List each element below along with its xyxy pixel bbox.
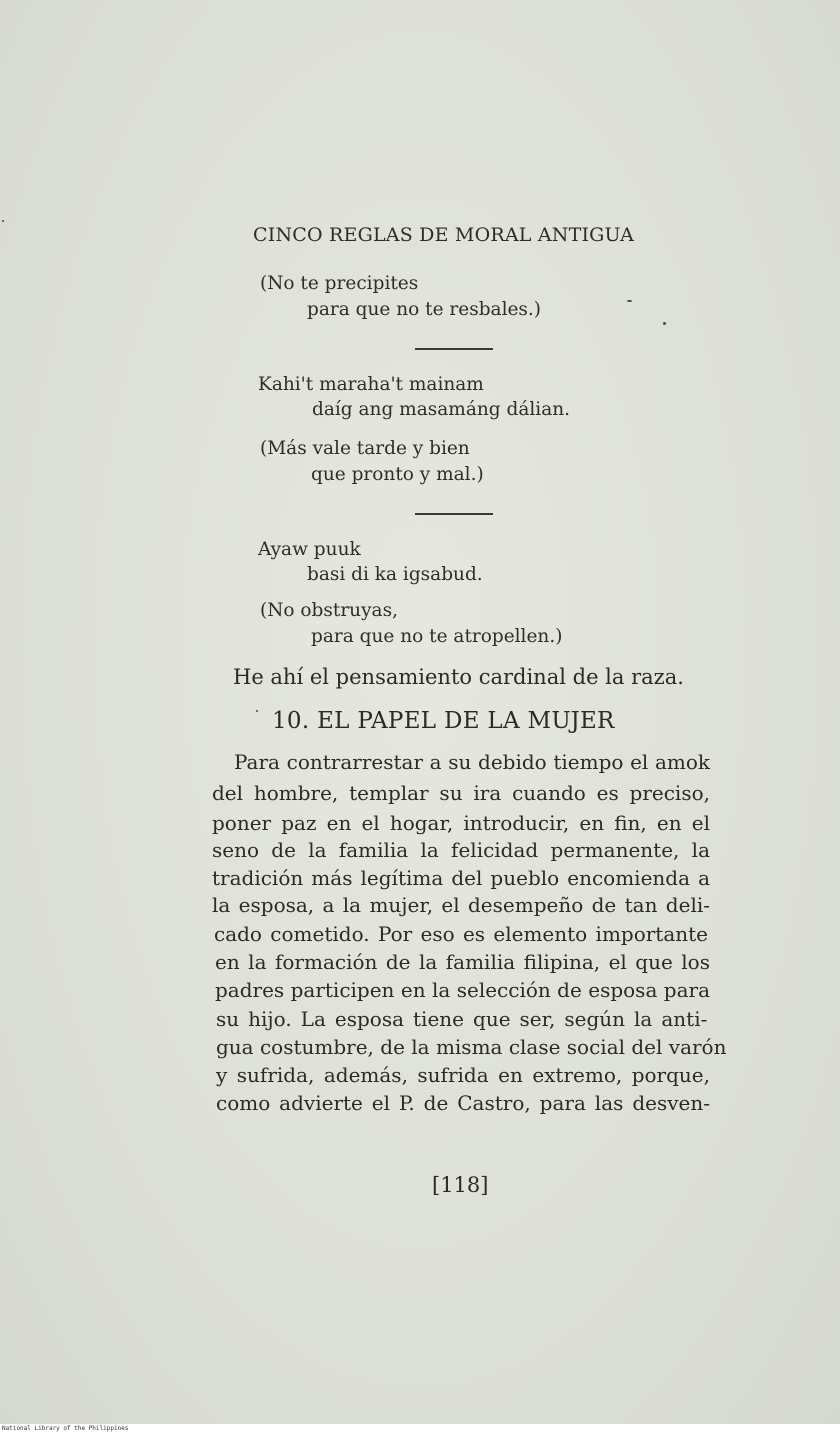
paper-speck (256, 710, 258, 712)
verse-line: Kahi't maraha't mainam (258, 374, 484, 395)
verse-line: Ayaw puuk (258, 539, 361, 560)
verse-line: daíg ang masamáng dálian. (312, 399, 571, 420)
section-divider (415, 348, 493, 350)
paragraph-line: poner paz en el hogar, introducir, en fin, en el (212, 811, 710, 835)
paragraph-line: gua costumbre, de la misma clase social del varón (216, 1035, 727, 1059)
verse-line: para que no te resbales.) (307, 299, 542, 320)
paragraph-line: padres participen en la selección de esposa para (215, 978, 710, 1002)
paragraph-line: seno de la familia la felicidad permanente, la (212, 838, 710, 862)
paragraph-line: la esposa, a la mujer, el desempeño de tan deli- (212, 893, 710, 917)
paper-speck (2, 220, 4, 222)
paragraph-line: su hijo. La esposa tiene que ser, según la anti- (216, 1007, 708, 1031)
verse-line: (No te precipites (260, 273, 419, 294)
verse-line: que pronto y mal.) (311, 464, 484, 485)
paper-speck (663, 322, 666, 325)
verse-line: (Más vale tarde y bien (260, 438, 470, 459)
paragraph-line: Para contrarrestar a su debido tiempo el amok (234, 750, 710, 774)
paragraph-line: como advierte el P. de Castro, para las desven- (216, 1091, 710, 1115)
paragraph-line: del hombre, templar su ira cuando es preciso, (212, 781, 710, 805)
page-number: [118] (432, 1173, 489, 1197)
section-divider (415, 513, 493, 515)
paper-speck (627, 300, 632, 302)
running-head: CINCO REGLAS DE MORAL ANTIGUA (253, 224, 635, 246)
verse-line: (No obstruyas, (260, 600, 398, 621)
footer-credit: National Library of the Philippines (2, 1425, 129, 1432)
paragraph-line: y sufrida, además, sufrida en extremo, porque, (216, 1063, 710, 1087)
paragraph-line: tradición más legítima del pueblo encomienda a (212, 866, 710, 890)
paragraph-line: en la formación de la familia filipina, el que los (215, 950, 710, 974)
verse-line: basi di ka igsabud. (307, 564, 483, 585)
paragraph-line: cado cometido. Por eso es elemento importante (214, 922, 709, 946)
verse-line: para que no te atropellen.) (311, 626, 563, 647)
section-heading: 10. EL PAPEL DE LA MUJER (272, 708, 615, 734)
closing-statement: He ahí el pensamiento cardinal de la raza. (233, 665, 684, 689)
